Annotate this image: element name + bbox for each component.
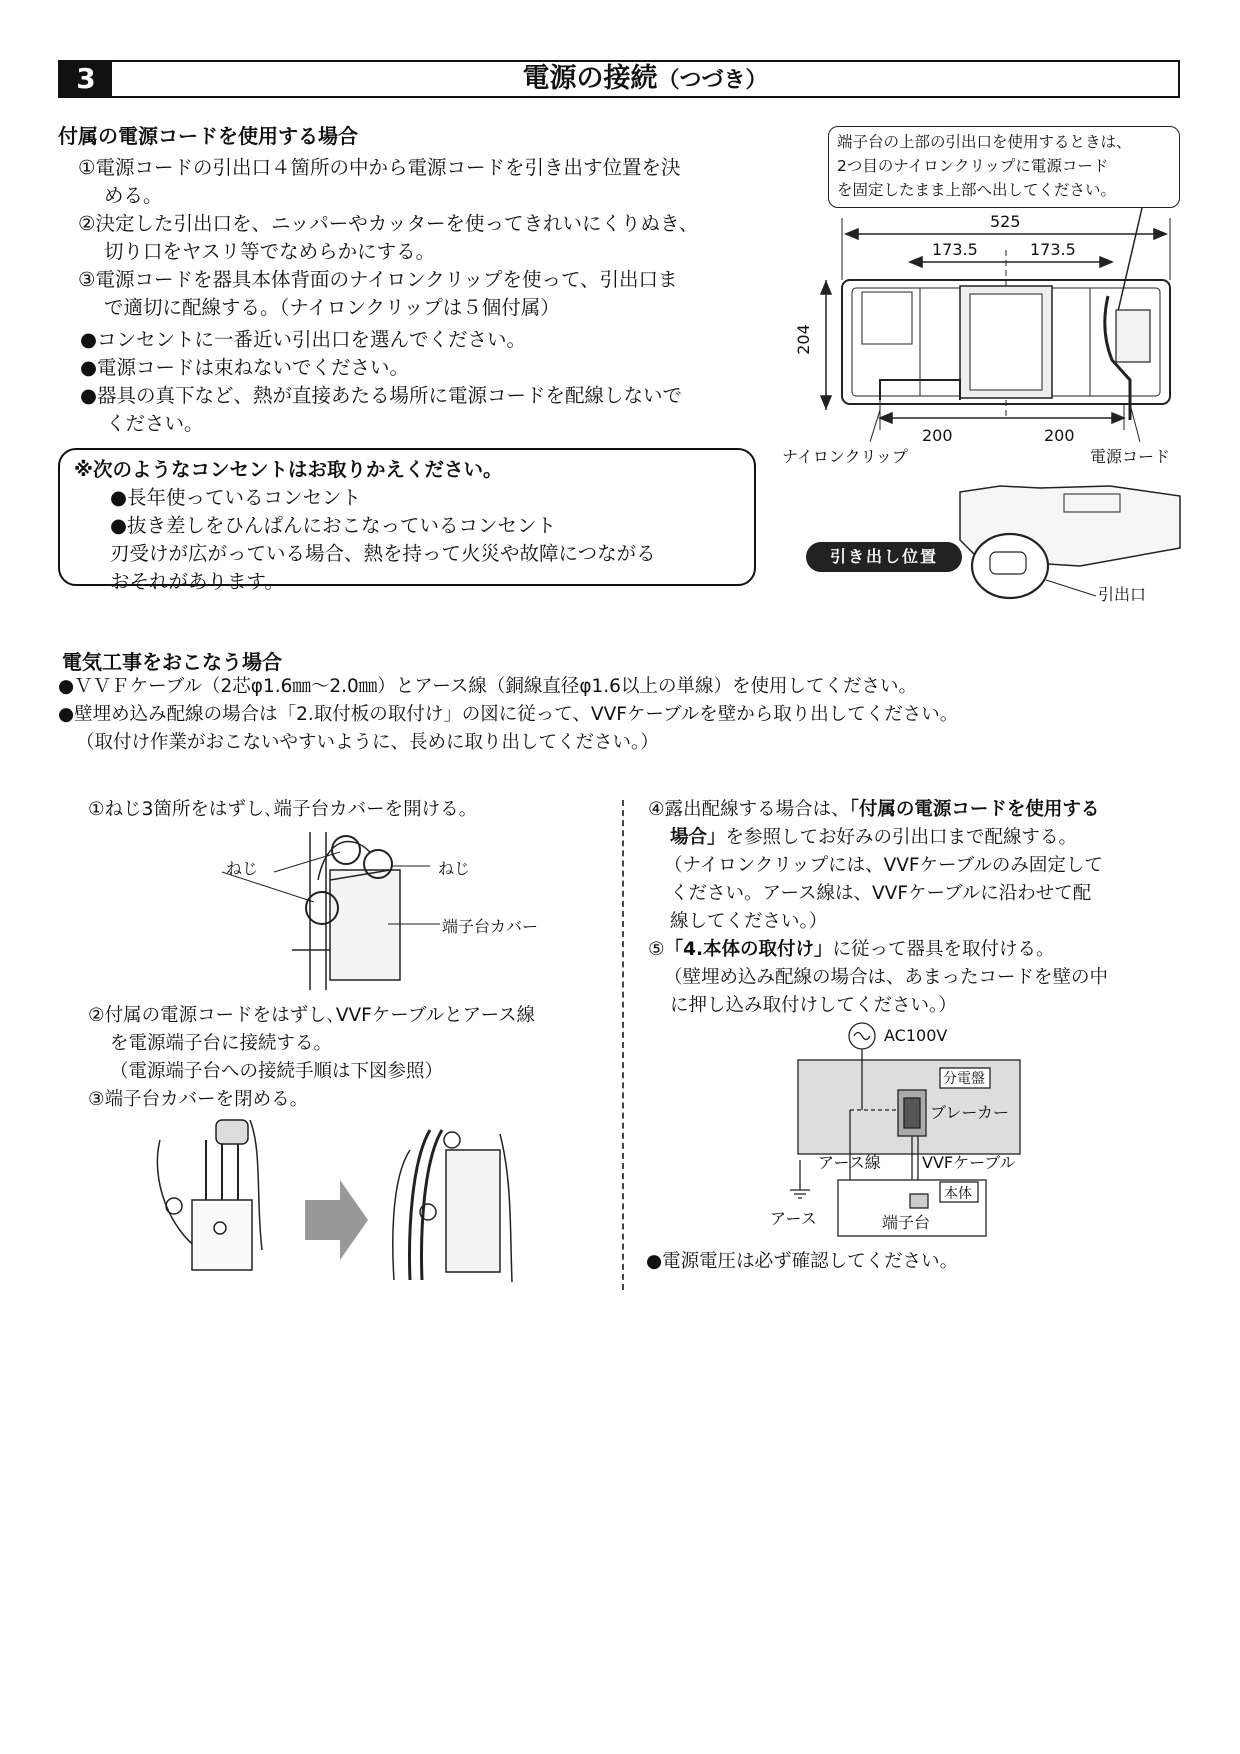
label-nylon-clip: ナイロンクリップ [782, 447, 908, 466]
electrical-line-2: ●壁埋め込み配線の場合は「2.取付板の取付け」の図に従って、VVFケーブルを壁から取り出してください。 [58, 704, 959, 725]
label-screw-left: ねじ [226, 859, 259, 878]
warning-text-2: おそれがあります。 [110, 570, 284, 593]
step-1-line-2: める。 [104, 184, 163, 207]
title-sub: （つづき） [657, 68, 768, 93]
step5-b: 「4.本体の取付け」 [664, 939, 833, 960]
label-terminal-cover: 端子台カバー [442, 917, 539, 936]
step5-paren-1: （壁埋め込み配線の場合は、あまったコードを壁の中 [664, 967, 1109, 988]
label-earth-wire: アース線 [818, 1153, 881, 1172]
dim-left-inner-label: 173.5 [932, 240, 978, 259]
electrical-line-1: ●ＶＶＦケーブル（2芯φ1.6㎜〜2.0㎜）とアース線（銅線直径φ1.6以上の単線）を使用してください。 [58, 676, 917, 697]
note-1: ●コンセントに一番近い引出口を選んでください。 [80, 328, 527, 351]
step5-a: ⑤ [648, 939, 665, 960]
warning-text-1: 刃受けが広がっている場合、熱を持って火災や故障につながる [110, 542, 656, 565]
note-3-line-1: ●器具の真下など、熱が直接あたる場所に電源コードを配線しないで [80, 384, 683, 407]
label-body: 本体 [944, 1186, 972, 1202]
step4-b: 「付属の電源コードを使用する [849, 799, 1100, 820]
callout-line-1: 端子台の上部の引出口を使用するときは、 [837, 133, 1132, 151]
title-main: 電源の接続 [522, 63, 658, 94]
label-distribution-panel: 分電盤 [943, 1071, 985, 1087]
label-ac100v: AC100V [884, 1026, 948, 1045]
dim-bottom-right-label: 200 [1044, 426, 1075, 445]
cord-section-heading: 付属の電源コードを使用する場合 [58, 124, 358, 148]
step4-a: ④露出配線する場合は、 [648, 799, 850, 820]
step-2-line-2: 切り口をヤスリ等でなめらかにする。 [104, 240, 436, 263]
warning-item-2: ●抜き差しをひんぱんにおこなっているコンセント [110, 514, 557, 537]
step5-c: に従って器具を取付ける。 [832, 939, 1055, 960]
dim-bottom-left-label: 200 [922, 426, 953, 445]
label-terminal-block: 端子台 [882, 1213, 931, 1232]
step-3-line-1: ③電源コードを器具本体背面のナイロンクリップを使って、引出口ま [78, 268, 678, 291]
warning-title: ※次のようなコンセントはお取りかえください。 [74, 458, 503, 481]
electrical-line-3: （取付け作業がおこないやすいように、長めに取り出してください。） [76, 732, 659, 753]
left-step-3: ③端子台カバーを閉める。 [88, 1089, 309, 1110]
step4-c: 場合」 [670, 827, 726, 848]
dim-height-label: 204 [793, 324, 813, 355]
note-3-line-2: ください。 [106, 412, 204, 435]
callout-line-2: 2つ目のナイロンクリップに電源コード [837, 157, 1109, 175]
label-breaker: ブレーカー [930, 1103, 1010, 1122]
label-vvf-cable: VVFケーブル [922, 1153, 1016, 1172]
label-power-cord: 電源コード [1090, 447, 1171, 466]
left-step-2-line-1: ②付属の電源コードをはずし､VVFケーブルとアース線 [88, 1005, 536, 1026]
step4-paren-1: （ナイロンクリップには、VVFケーブルのみ固定して [664, 855, 1103, 876]
step4-paren-3: 線してください。） [670, 911, 828, 932]
label-outlet: 引出口 [1098, 585, 1147, 604]
label-screw-right: ねじ [438, 859, 471, 878]
label-earth: アース [770, 1209, 817, 1228]
step4-d: を参照してお好みの引出口まで配線する。 [725, 827, 1078, 848]
left-step-2-line-2: を電源端子台に接続する。 [110, 1033, 333, 1054]
dim-right-inner-label: 173.5 [1030, 240, 1076, 259]
step4-paren-2: ください。アース線は、VVFケーブルに沿わせて配 [670, 883, 1092, 904]
pull-out-position-badge: 引き出し位置 [806, 542, 962, 572]
step5-paren-2: に押し込み取付けしてください。） [670, 995, 957, 1016]
section-number: 3 [60, 62, 112, 96]
step-1-line-1: ①電源コードの引出口４箇所の中から電源コードを引き出す位置を決 [78, 156, 681, 179]
final-note: ●電源電圧は必ず確認してください。 [646, 1251, 959, 1272]
note-2: ●電源コードは束ねないでください。 [80, 356, 410, 379]
step-2-line-1: ②決定した引出口を、ニッパーやカッターを使ってきれいにくりぬき、 [78, 212, 699, 235]
left-step-2-line-3: （電源端子台への接続手順は下図参照） [110, 1061, 444, 1082]
dim-width-label: 525 [990, 212, 1021, 231]
step-3-line-2: で適切に配線する。（ナイロンクリップは５個付属） [104, 296, 560, 319]
callout-line-3: を固定したまま上部へ出してください。 [837, 181, 1117, 199]
electrical-heading: 電気工事をおこなう場合 [62, 650, 282, 674]
warning-item-1: ●長年使っているコンセント [110, 486, 362, 509]
left-step-1: ①ねじ3箇所をはずし､端子台カバーを開ける。 [88, 799, 478, 820]
